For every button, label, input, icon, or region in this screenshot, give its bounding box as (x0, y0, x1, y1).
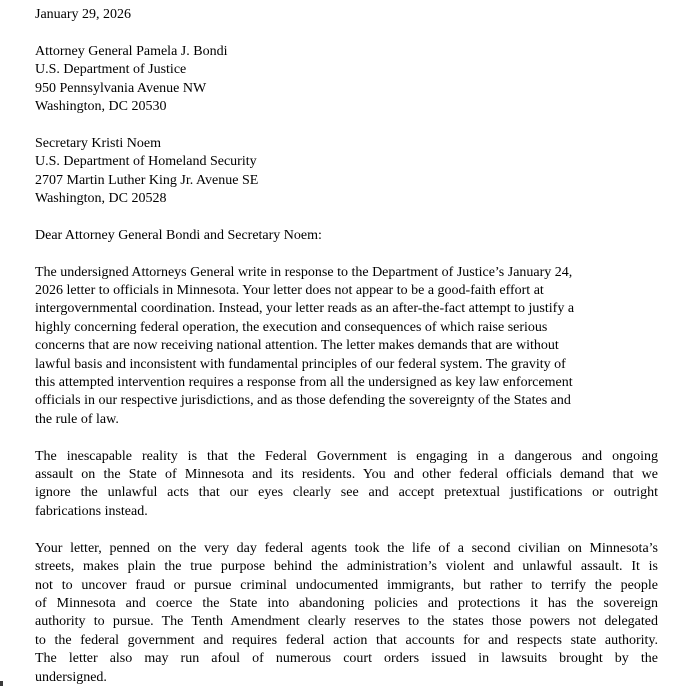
paragraph-line: The undersigned Attorneys General write in response to the Department of Justice’s January 24, (35, 264, 573, 280)
paragraph-line: Your letter, penned on the very day federal agents took the life of a second civilian on Minnesota’s (35, 540, 658, 556)
paragraph-line: highly concerning federal operation, the execution and consequences of which raise serious (35, 319, 548, 335)
address-line: 2707 Martin Luther King Jr. Avenue SE (35, 172, 259, 188)
body-paragraph (35, 264, 658, 430)
address-line: U.S. Department of Homeland Security (35, 154, 257, 170)
body-paragraphs (35, 264, 658, 687)
paragraph-line: streets, makes plain the true purpose behind the administration’s violent and unlawful assault. It is (35, 559, 658, 575)
paragraph-line: of Minnesota and coerce the State into abandoning policies and protections it has the sovereign (35, 595, 658, 611)
paragraph-line: not to uncover fraud or pursue criminal undocumented immigrants, but rather to terrify the people (35, 577, 658, 593)
paragraph-line: intergovernmental coordination. Instead, your letter reads as an after-the-fact attempt to justify a (35, 301, 575, 317)
paragraph-line: 2026 letter to officials in Minnesota. Your letter does not appear to be a good-faith effort at (35, 283, 544, 299)
paragraph-line: The inescapable reality is that the Federal Government is engaging in a dangerous and ongoing (35, 448, 658, 464)
paragraph-line: to the federal government and requires federal action that accounts for and respects state authority. (35, 632, 658, 648)
paragraph-line: The letter also may run afoul of numerous court orders issued in lawsuits brought by the (35, 651, 658, 667)
address-line: Secretary Kristi Noem (35, 135, 161, 151)
address-line: 950 Pennsylvania Avenue NW (35, 80, 207, 96)
body-paragraph (35, 448, 658, 522)
paragraph-line: fabrications instead. (35, 503, 148, 519)
address-line: Washington, DC 20528 (35, 191, 167, 207)
recipient-block (35, 43, 658, 117)
address-line: Attorney General Pamela J. Bondi (35, 43, 228, 59)
body-paragraph (35, 540, 658, 687)
address-line: U.S. Department of Justice (35, 62, 187, 78)
paragraph-line: authority to pursue. The Tenth Amendment clearly reserves to the states those powers not delegated (35, 614, 658, 630)
paragraph-line: assault on the State of Minnesota and its residents. You and other federal officials demand that we (35, 467, 658, 483)
salutation: Dear Attorney General Bondi and Secretary Noem: (35, 227, 322, 243)
address-line: Washington, DC 20530 (35, 99, 167, 115)
paragraph-line: lawful basis and inconsistent with fundamental principles of our federal system. The gravity of (35, 356, 566, 372)
paragraph-line: concerns that are now receiving national attention. The letter makes demands that are without (35, 338, 559, 354)
scan-artifact-mark (0, 681, 3, 686)
paragraph-line: ignore the unlawful acts that our eyes clearly see and accept pretextual justifications or outright (35, 485, 658, 501)
paragraph-line: undersigned. (35, 669, 107, 685)
paragraph-line: officials in our respective jurisdictions, and as those defending the sovereignty of the States and (35, 393, 571, 409)
recipient-block (35, 135, 658, 209)
letter-date: January 29, 2026 (35, 7, 132, 22)
paragraph-line: the rule of law. (35, 411, 119, 427)
paragraph-line: this attempted intervention requires a response from all the undersigned as key law enforcement (35, 375, 573, 391)
recipients (35, 43, 658, 209)
